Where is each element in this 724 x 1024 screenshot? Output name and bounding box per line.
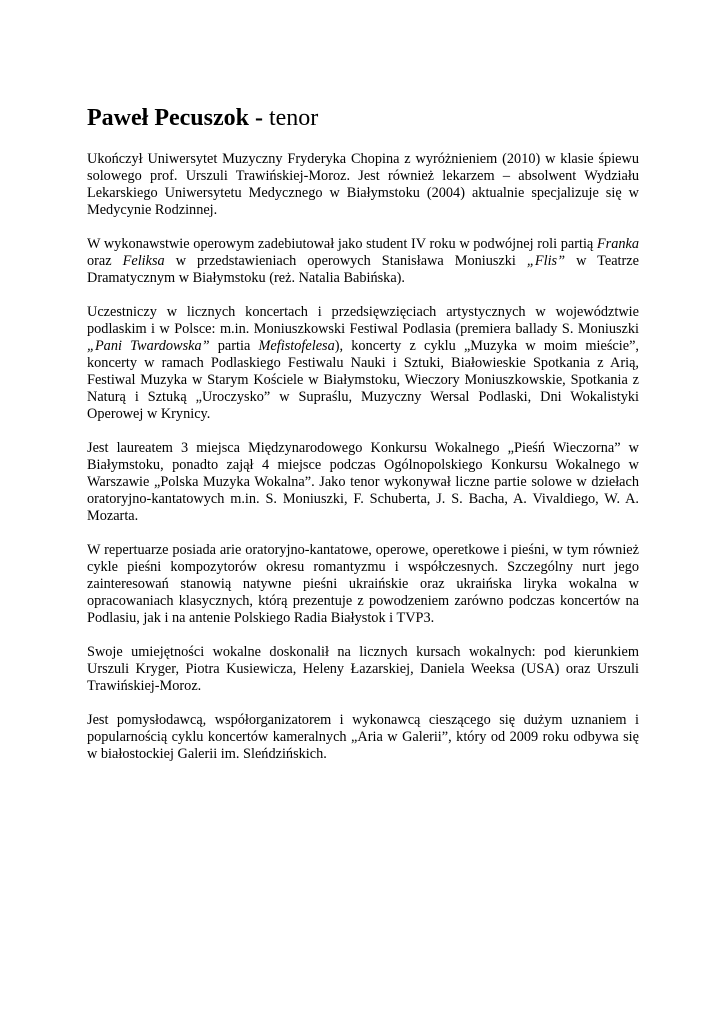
text-run: w przedstawieniach operowych Stanisława Moniuszki — [164, 253, 527, 269]
paragraph-courses: Swoje umiejętności wokalne doskonalił na licznych kursach wokalnych: pod kierunkiem Urszuli Kryger, Piotra Kusiewicza, Heleny Łazarskiej, Daniela Weeksa (USA) oraz Urszuli Trawińskiej-Moroz. — [87, 644, 639, 694]
text-run: oraz — [87, 253, 123, 269]
page-title — [87, 103, 639, 133]
text-run: partia — [209, 338, 259, 354]
text-run: w Teatrze Dramatycznym w Białymstoku (reż. Natalia Babińska). — [87, 253, 639, 286]
singer-name: Paweł Pecuszok — [87, 105, 249, 131]
document-page — [87, 103, 639, 763]
text-run: W wykonawstwie operowym zadebiutował jako student IV roku w podwójnej roli partią — [87, 236, 597, 252]
role-franka: Franka — [596, 236, 639, 252]
paragraph-aria-w-galerii: Jest pomysłodawcą, współorganizatorem i wykonawcą cieszącego się dużym uznaniem i popularnością cyklu koncertów kameralnych „Aria w Galerii”, który od 2009 roku odbywa się w białostockiej Galerii im. Sleńdzińskich. — [87, 712, 639, 762]
role-mefistofelesa: Mefistofelesa — [258, 338, 335, 354]
paragraph-awards: Jest laureatem 3 miejsca Międzynarodowego Konkursu Wokalnego „Pieśń Wieczorna” w Białymstoku, ponadto zajął 4 miejsce podczas Ogólnopolskiego Konkursu Wokalnego w Warszawie „Polska Muzyka Wokalna”. Jako tenor wykonywał liczne partie solowe w dziełach oratoryjno-kantatowych m.in. S. Moniuszki, F. Schuberta, J. S. Bacha, A. Vivaldiego, W. A. Mozarta. — [87, 440, 639, 524]
voice-type: tenor — [268, 105, 319, 131]
paragraph-opera-debut — [87, 236, 639, 287]
role-feliksa: Feliksa — [122, 253, 165, 269]
ballad-title: „Pani Twardowska” — [87, 338, 210, 354]
text-run: ), koncerty z cyklu „Muzyka w moim mieście”, koncerty w ramach Podlaskiego Festiwalu Nauki i Sztuki, Białowieskie Spotkania z Arią, Festiwal Muzyka w Starym Kościele w Białymstoku, Wieczory Moniuszkowskie, Spotkania z Naturą i Sztuką „Uroczysko” w Supraślu, Muzyczny Wersal Podlaski, Dni Wokalistyki Operowej w Krynicy. — [87, 338, 639, 422]
text-run: Uczestniczy w licznych koncertach i przedsięwzięciach artystycznych w województwie podlaskim i w Polsce: m.in. Moniuszkowski Festiwal Podlasia (premiera ballady S. Moniuszki — [87, 304, 639, 337]
paragraph-education: Ukończył Uniwersytet Muzyczny Fryderyka Chopina z wyróżnieniem (2010) w klasie śpiewu solowego prof. Urszuli Trawińskiej-Moroz. Jest również lekarzem – absolwent Wydziału Lekarskiego Uniwersytetu Medycznego w Białymstoku (2004) aktualnie specjalizuje się w Medycynie Rodzinnej. — [87, 151, 639, 218]
title-separator: - — [248, 105, 269, 131]
paragraph-repertoire: W repertuarze posiada arie oratoryjno-kantatowe, operowe, operetkowe i pieśni, w tym również cykle pieśni kompozytorów okresu romantyzmu i współczesnych. Szczególny nurt jego zainteresowań stanowią natywne pieśni ukraińskie oraz ukraińska liryka wokalna w opracowaniach klasycznych, którą prezentuje z powodzeniem zarówno podczas koncertów na Podlasiu, jak i na antenie Polskiego Radia Białystok i TVP3. — [87, 542, 639, 626]
opera-title-flis: „Flis” — [526, 253, 566, 269]
paragraph-concerts — [87, 304, 639, 423]
